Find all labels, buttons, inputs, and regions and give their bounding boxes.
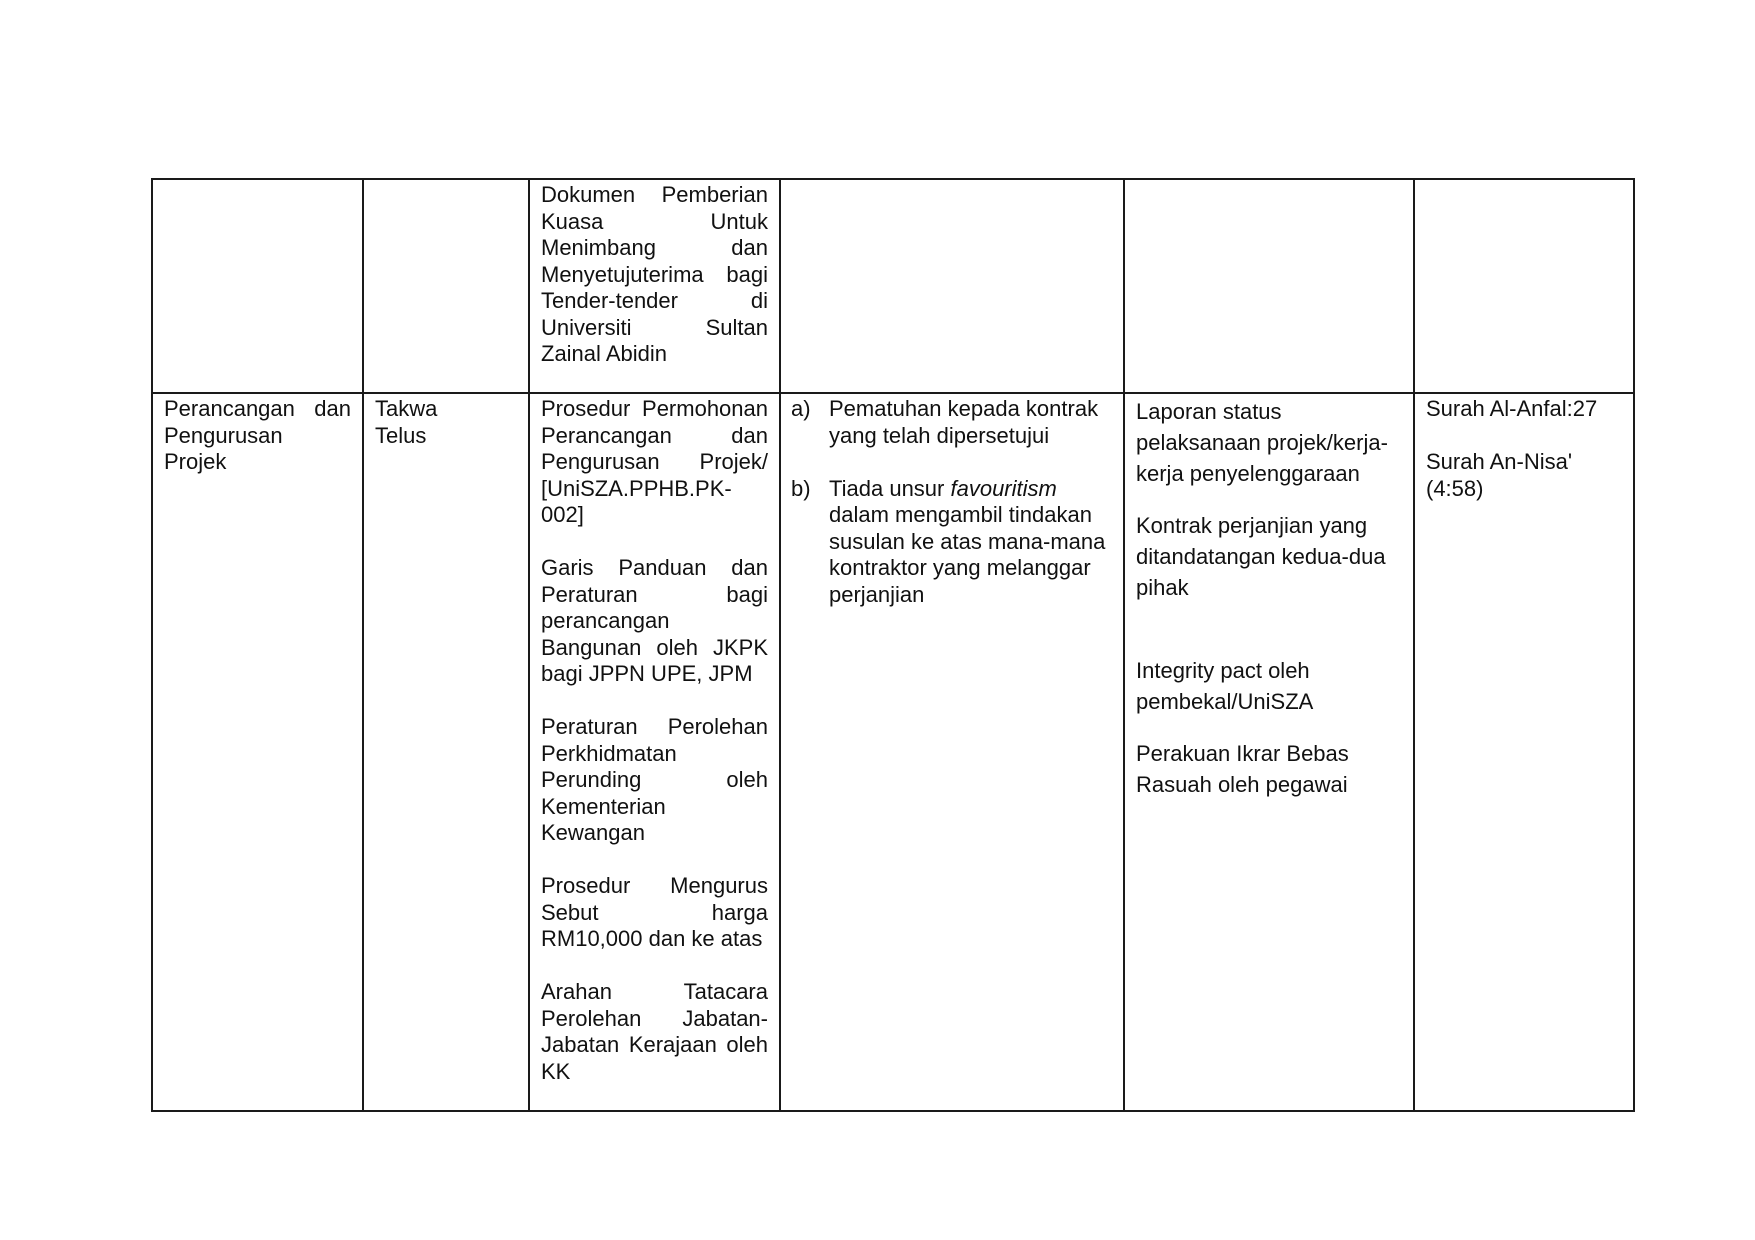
cell-references <box>1414 393 1634 1111</box>
list-marker: b) <box>791 475 811 501</box>
integrity-matrix-table <box>151 178 1635 1112</box>
reference-item: Surah Al-Anfal:27 <box>1426 396 1598 421</box>
criteria-text <box>829 476 1112 609</box>
doc-line: Menimbang dan <box>541 235 768 260</box>
cell-values-empty <box>363 179 529 393</box>
cell-criteria-empty <box>780 179 1124 393</box>
criteria-text: Pematuhan kepada kontrak yang telah dipersetujui <box>829 396 1099 448</box>
doc-line: Tender-tender di <box>541 288 768 313</box>
cell-values <box>363 393 529 1111</box>
list-item <box>791 476 1112 609</box>
list-marker: a) <box>791 396 811 421</box>
cell-references-empty <box>1414 179 1634 393</box>
process-text: Perancangan dan Pengurusan Projek <box>164 396 351 474</box>
doc-line: Menyetujuterima bagi <box>541 261 768 287</box>
cell-evidence <box>1124 393 1414 1111</box>
document-item: Peraturan Perolehan Perkhidmatan Perunding oleh Kementerian Kewangan <box>541 714 768 845</box>
criteria-italic-term: favouritism <box>950 475 1057 501</box>
cell-process <box>152 393 363 1111</box>
evidence-item: Kontrak perjanjian yang ditandatangan kedua-dua pihak <box>1136 513 1386 600</box>
cell-documents <box>529 393 780 1111</box>
value-item: Telus <box>375 422 427 448</box>
criteria-text-part: dalam mengambil tindakan susulan ke atas mana-mana kontraktor yang melanggar perjanjian <box>829 502 1106 607</box>
list-item <box>791 396 1112 449</box>
evidence-item: Integrity pact oleh pembekal/UniSZA <box>1136 658 1314 714</box>
document-item: Prosedur Permohonan Perancangan dan Pengurusan Projek/ [UniSZA.PPHB.PK-002] <box>541 396 768 527</box>
doc-line: Dokumen Pemberian <box>541 182 768 207</box>
document-item: Arahan Tatacara Perolehan Jabatan-Jabatan Kerajaan oleh KK <box>541 979 768 1084</box>
evidence-item: Perakuan Ikrar Bebas Rasuah oleh pegawai <box>1136 741 1349 797</box>
doc-line: Universiti Sultan <box>541 314 768 340</box>
criteria-list <box>791 396 1112 608</box>
document-item: Garis Panduan dan Peraturan bagi perancangan Bangunan oleh JKPK bagi JPPN UPE, JPM <box>541 555 768 686</box>
cell-evidence-empty <box>1124 179 1414 393</box>
evidence-item: Laporan status pelaksanaan projek/kerja-kerja penyelenggaraan <box>1136 399 1388 486</box>
cell-process-empty <box>152 179 363 393</box>
document-item: Prosedur Mengurus Sebut harga RM10,000 dan ke atas <box>541 873 768 951</box>
table-row <box>152 179 1634 393</box>
reference-item: Surah An-Nisa' (4:58) <box>1426 449 1573 501</box>
value-item: Takwa <box>375 396 438 421</box>
doc-line: Zainal Abidin <box>541 341 667 366</box>
cell-documents <box>529 179 780 393</box>
criteria-text-part: Tiada unsur <box>829 475 951 501</box>
doc-line: Kuasa Untuk <box>541 208 768 234</box>
cell-criteria <box>780 393 1124 1111</box>
table-row <box>152 393 1634 1111</box>
